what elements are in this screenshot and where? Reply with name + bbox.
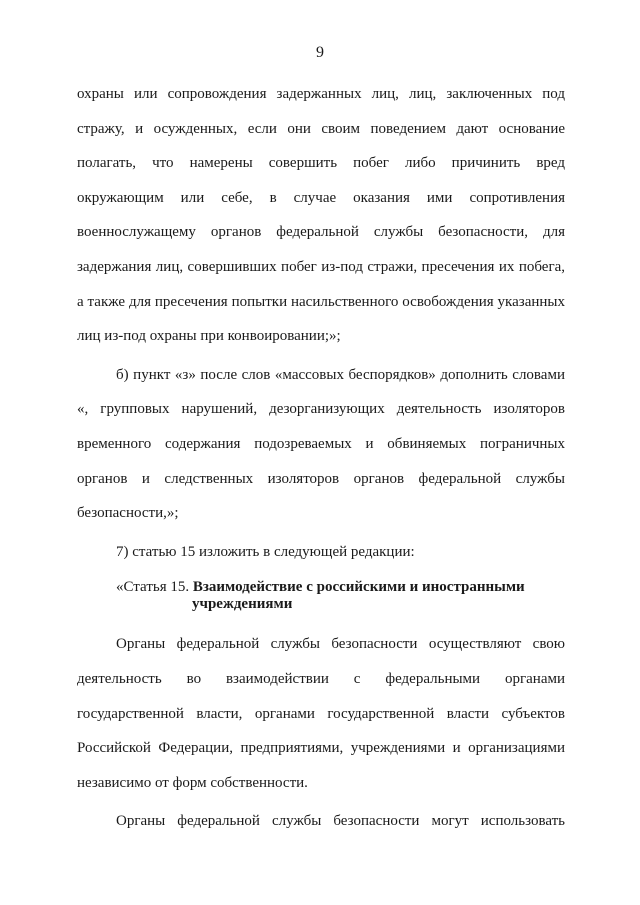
paragraph-continuation: охраны или сопровождения задержанных лиц, лиц, заключенных под стражу, и осужденных, если они своим поведением дают основание полагать, что намерены совершить побег либо причинить вред окружающим или себе, в случае оказания ими сопротивления военнослужащему органов федеральной службы безопасности, для задержания лиц, совершивших побег из-под стражи, пресечения их побега, а также для пресечения попытки насильственного освобождения указанных лиц из-под охраны при конвоировании;»; xyxy=(77,86,565,345)
page-number: 9 xyxy=(316,44,324,61)
paragraph-item-b: б) пункт «з» после слов «массовых беспорядков» дополнить словами «, групповых нарушений, дезорганизующих деятельность изоляторов временного содержания подозреваемых и обвиняемых пограничных органов и следственных изоляторов органов федеральной службы безопасности,»; xyxy=(77,366,565,522)
article-paragraph-1: Органы федеральной службы безопасности осуществляют свою деятельность во взаимодействии с федеральными органами государственной власти, органами государственной власти субъектов Российской Федерации, предприятиями, учреждениями и организациями независимо от форм собственности. xyxy=(77,636,565,791)
paragraph-item-7: 7) статью 15 изложить в следующей редакции: xyxy=(116,543,415,560)
article-title-line-2: учреждениями xyxy=(192,596,293,613)
article-heading xyxy=(77,579,565,613)
article-title-line-1: Взаимодействие с российскими и иностранными xyxy=(192,579,525,596)
document-body xyxy=(77,77,565,839)
article-paragraph-2: Органы федеральной службы безопасности могут использовать xyxy=(116,813,565,830)
article-number: «Статья 15. xyxy=(116,579,193,596)
